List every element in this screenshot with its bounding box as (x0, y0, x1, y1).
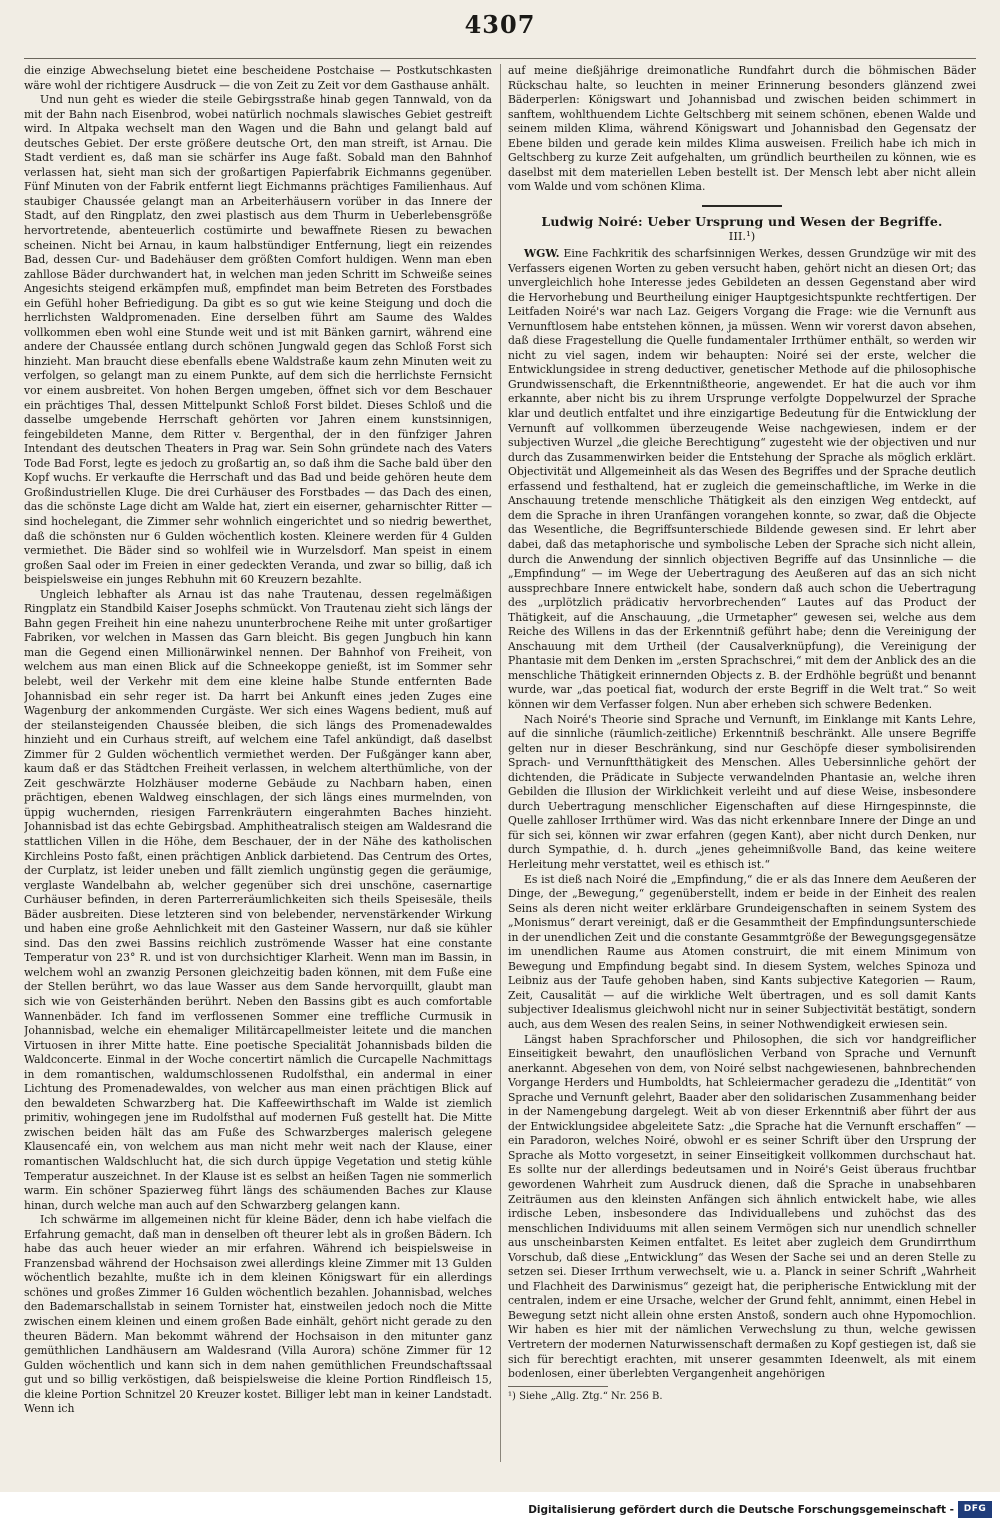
article-first-paragraph-text: Eine Fachkritik des scharfsinnigen Werkes, dessen Grundzüge wir mit des Verfassers eigenen Worten zu geben versucht haben, gehört nicht an diesen Ort; das unvergleichlich hohe Interesse jedes Gebildeten an dessen Gegenstand aber wird die Hervorhebung und Beurtheilung einiger Hauptgesichtspunkte rechtfertigen. Der Leitfaden Noiré's war nach Laz. Geigers Vorgang die Frage: wie die Vernunft aus Vernunftlosem habe entstehen können, ja müssen. Wenn wir vorerst davon absehen, daß diese Fragestellung die Quelle fundamentaler Irrthümer enthält, so werden wir nicht zu viel sagen, indem wir behaupten: Noiré sei der erste, welcher die Entwicklungsidee in streng deductiver, genetischer Methode auf die philosophische Grundwissenschaft, die Erkenntnißtheorie, angewendet. Er hat die auch vor ihm erkannte, aber nicht bis zu ihrem Ursprunge verfolgte Doppelwurzel der Sprache klar und deutlich entfaltet und ihre einzigartige Bedeutung für die Entwicklung der Vernunft auf vollkommen überzeugende Weise nachgewiesen, indem er der subjectiven Wurzel „die gleiche Berechtigung“ zugesteht wie der objectiven und nur durch das Zusammenwirken beider die Entstehung der Sprache als möglich erklärt. Objectivität und Allgemeinheit als das Wesen des Begriffes und der Sprache deutlich erfassend und festhaltend, hat er zugleich die gemeinschaftliche, im Werke in die Anschauung tretende menschliche Thätigkeit als den einzigen Weg entdeckt, auf dem die Sprache in ihren Uranfängen vorangehen konnte, so zwar, daß die Objecte das Wesentliche, die Begriffsunterschiede Bildende gewesen sind. Er lehrt aber dabei, daß das metaphorische und symbolische Leben der Sprache sich nicht allein, durch die Anwendung der sinnlich objectiven Begriffe auf das Unsinnliche — die „Empfindung“ — im Wege der Uebertragung des Aeußeren auf das an sich nicht aussprechbare Innere entwickelt habe, sondern daß auch schon die Uebertragung des „urplötzlich prädicativ hervorbrechenden“ Lautes auf das Product der Thätigkeit, auf die Anschauung, „die Urmetapher“ gewesen sei, welche aus dem Reiche des Willens in das der Erkenntniß geführt habe; denn die Vereinigung der Anschauung mit dem Urtheil (der Causalverknüpfung), die Vereinigung der Phantasie mit dem Denken im „ersten Sprachschrei,“ mit dem der Anblick des an die menschliche Thätigkeit erinnernden Objects z. B. der Erdhöhle begrüßt und benannt wurde, war „das poetical fiat, wodurch der erste Begriff in die Welt trat.“ So weit können wir dem Verfasser folgen. Nun aber erheben sich schwere Bedenken. (508, 247, 976, 711)
digitization-footer (0, 1492, 1000, 1528)
footnote-rule (508, 1386, 608, 1387)
column-separator (500, 64, 501, 1462)
left-column (24, 64, 492, 1490)
left-paragraph-1: die einzige Abwechselung bietet eine bescheidene Postchaise — Postkutschkasten wäre wohl der richtigere Ausdruck — die von Zeit zu Zeit vor dem Gasthause anhält. (24, 64, 492, 92)
left-paragraph-4: Ich schwärme im allgemeinen nicht für kleine Bäder, denn ich habe vielfach die Erfahrung gemacht, daß man in denselben oft theurer lebt als in großen Bädern. Ich habe das auch heuer wieder an mir erfahren. Während ich beispielsweise in Franzensbad während der Hochsaison zwei allerdings kleine Zimmer mit 13 Gulden wöchentlich bezahlte, mußte ich in dem kleinen Königswart für ein allerdings schönes und großes Zimmer 16 Gulden wöchentlich bezahlen. Johannisbad, welches den Bademarschallstab in seinem Tornister hat, einstweilen jedoch noch die Mitte zwischen einem kleinen und einem großen Bade einhält, gehört nicht gerade zu den theuren Bädern. Man bekommt während der Hochsaison in den mitunter ganz gemüthlichen Landhäusern am Waldesrand (Villa Aurora) schöne Zimmer für 12 Gulden wöchentlich und kann sich in dem nahen gemüthlichen Freundschaftssaal gut und so billig verköstigen, daß beispielsweise die kleine Portion Rindfleisch 15, die kleine Portion Schnitzel 20 Kreuzer kostet. Billiger lebt man in keiner Landstadt. Wenn ich (24, 1213, 492, 1416)
article-paragraph-3: Es ist dieß nach Noiré die „Empfindung,“ die er als das Innere dem Aeußeren der Dinge, der „Bewegung,“ gegenüberstellt, indem er beide in der Einheit des realen Seins als deren nicht weiter erklärbare Grundeigenschaften in seinem System des „Monismus“ derart vereinigt, daß er die Gesammtheit der Empfindungsunterschiede in der unendlichen Zeit und die constante Gesammtgröße der Bewegungsgegensätze im unendlichen Raume aus Atomen construirt, die mit einem Minimum von Bewegung und Empfindung begabt sind. In diesem System, welches Spinoza und Leibniz aus der Taufe gehoben haben, sind Kants subjective Kategorien — Raum, Zeit, Causalität — auf die wirkliche Welt übertragen, und es soll damit Kants subjectiver Idealismus gleichwohl nicht nur in seiner Subjectivität bestätigt, sondern auch, aus dem Wesen des realen Seins, in seiner Nothwendigkeit erwiesen sein. (508, 872, 976, 1031)
article-first-paragraph (508, 247, 976, 713)
funding-credit: Digitalisierung gefördert durch die Deutsche Forschungsgemeinschaft - (528, 1504, 954, 1516)
right-intro-paragraph: auf meine dießjährige dreimonatliche Rundfahrt durch die böhmischen Bäder Rückschau halte, so leuchten in meiner Erinnerung besonders glänzend zwei Bäderperlen: Königswart und Johannisbad und zwischen beiden schimmert in sanftem, wohlthuendem Lichte Geltschberg mit seinem schönen, ebenen Walde und seinem milden Klima, während Königswart und Johannisbad den Gegensatz der Ebene bilden und gerade kein mildes Klima ausweisen. Freilich habe ich mich in Geltschberg zu kurze Zeit aufgehalten, um gründlich beurtheilen zu können, wie es daselbst mit dem materiellen Leben bestellt ist. Der Mensch lebt aber nicht allein vom Walde und vom schönen Klima. (508, 64, 976, 194)
left-paragraph-3: Ungleich lebhafter als Arnau ist das nahe Trautenau, dessen regelmäßigen Ringplatz ein Standbild Kaiser Josephs schmückt. Von Trautenau zieht sich längs der Bahn gegen Freiheit hin eine nahezu ununterbrochene Reihe mit unter großartiger Fabriken, vor welchen in Massen das Garn bleicht. Bis gegen Jungbuch hin kann man die Gegend einen Millionärwinkel nennen. Der Bahnhof von Freiheit, von welchem aus man einen Blick auf die Schneekoppe genießt, ist im Sommer sehr belebt, weil der Verkehr mit dem eine kleine halbe Stunde entfernten Bade Johannisbad ein sehr reger ist. Da harrt bei Ankunft eines jeden Zuges eine Wagenburg der ankommenden Curgäste. Wer sich eines Wagens bedient, muß auf der steilansteigenden Chaussée bleiben, die sich längs des Promenadewaldes hinzieht und ein Curhaus streift, auf welchem eine Tafel ankündigt, daß daselbst Zimmer für 2 Gulden wöchentlich vermiethet werden. Der Fußgänger kann aber, kaum daß er das Städtchen Freiheit verlassen, in welchem alterthümliche, von der Zeit geschwärzte Holzhäuser moderne Gebäude zu Nachbarn haben, einen prächtigen, ebenen Waldweg einschlagen, der sich längs eines murmelnden, von üppig wuchernden, riesigen Farrenkräutern eingerahmten Baches hinzieht. Johannisbad ist das echte Gebirgsbad. Amphitheatralisch steigen am Waldesrand die stattlichen Villen in die Höhe, dem Beschauer, der in der Nähe des katholischen Kirchleins Posto faßt, einen prächtigen Anblick darbietend. Das Centrum des Ortes, der Curplatz, ist leider uneben und fällt ziemlich ungünstig gegen die geräumige, verglaste Wandelbahn ab, welcher gegenüber sich drei unschöne, casernartige Curhäuser befinden, in deren Parterreräumlichkeiten sich theils Speisesäle, theils Bäder ausbreiten. Diese letzteren sind von belebender, nervenstärkender Wirkung und haben eine große Aehnlichkeit mit den Gasteiner Wassern, nur daß sie kühler sind. Das den zwei Bassins reichlich zuströmende Wasser hat eine constante Temperatur von 23° R. und ist von durchsichtiger Klarheit. Wenn man im Bassin, in welchem wohl an zwanzig Personen gleichzeitig baden können, mit dem Fuße eine der Stellen berührt, wo das laue Wasser aus dem Sande hervorquillt, glaubt man sich wie von Geisterhänden berührt. Neben den Bassins gibt es auch comfortable Wannenbäder. Ich fand im verflossenen Sommer eine treffliche Curmusik in Johannisbad, welche ein ehemaliger Militärcapellmeister leitete und die manchen Virtuosen in ihrer Mitte hatte. Eine poetische Specialität Johannisbads bilden die Waldconcerte. Einmal in der Woche concertirt nämlich die Curcapelle Nachmittags in dem romantischen, waldumschlossenen Rudolfsthal, ein andermal in einer Lichtung des Promenadewaldes, von welcher aus man einen prächtigen Blick auf den bewaldeten Schwarzberg hat. Die Kaffeewirthschaft im Walde ist ziemlich primitiv, wohingegen jene im Rudolfsthal auf modernen Fuß gestellt hat. Die Mitte zwischen beiden hält das am Fuße des Schwarzberges malerisch gelegene Klausencafé ein, von welchem aus man nicht mehr weit nach der Klause, einer romantischen Waldschlucht hat, die sich durch üppige Vegetation und stetig kühle Temperatur auszeichnet. In der Klause ist es selbst an heißen Tagen nie sommerlich warm. Ein schöner Spazierweg führt längs des schäumenden Baches zur Klause hinan, durch welche man auch auf den Schwarzberg gelangen kann. (24, 587, 492, 1212)
footnote: ¹) Siehe „Allg. Ztg.“ Nr. 256 B. (508, 1390, 663, 1402)
article-divider (702, 205, 782, 207)
article-part-number: III.¹) (728, 229, 756, 244)
dfg-logo: DFG (958, 1501, 992, 1518)
article-title: Ludwig Noiré: Ueber Ursprung und Wesen der Begriffe. (541, 213, 943, 229)
article-paragraph-2: Nach Noiré's Theorie sind Sprache und Vernunft, im Einklange mit Kants Lehre, auf die sinnliche (räumlich-zeitliche) Erkenntniß beschränkt. Alle unsere Begriffe gelten nur in dieser Beschränkung, sind nur Geschöpfe dieser symbolisirenden Sprach- und Vernunftthätigkeit des Menschen. Alles Uebersinnliche gehört der dichtenden, die Prädicate in Subjecte verwandelnden Phantasie an, welche ihren Gebilden die Illusion der Wirklichkeit verleiht und auf diese Weise, insbesondere durch Uebertragung menschlicher Eigenschaften auf diese Hirngespinnste, die Quelle zahlloser Irrthümer wird. Was das nicht erkennbare Innere der Dinge an und für sich sei, können wir zwar erfahren (gegen Kant), aber nicht durch Denken, nur durch Sympathie, d. h. durch „jenes geheimnißvolle Band, das keine weitere Herleitung mehr verstattet, weil es ethisch ist.“ (508, 712, 976, 871)
article-paragraph-4: Längst haben Sprachforscher und Philosophen, die sich vor handgreiflicher Einseitigkeit bewahrt, den unauflöslichen Verband von Sprache und Vernunft anerkannt. Abgesehen von dem, von Noiré selbst nachgewiesenen, bahnbrechenden Vorgange Herders und Humboldts, hat Schleiermacher geradezu die „Identität“ von Sprache und Vernunft gelehrt, Baader aber den solidarischen Zusammenhang beider in der Namengebung dargelegt. Weit ab von dieser Erkenntniß aber führt der aus der Entwicklungsidee abgeleitete Satz: „die Sprache hat die Vernunft erschaffen“ — ein Paradoron, welches Noiré, obwohl er es seiner Schrift über den Ursprung der Sprache als Motto vorgesetzt, in seiner Einseitigkeit vollkommen durchschaut hat. Es sollte nur der allerdings bedeutsamen und in Noiré's Geist überaus fruchtbar gewordenen Wahrheit zum Ausdruck dienen, daß die Sprache in unabsehbaren Zeiträumen aus den kleinsten Anfängen sich ähnlich entwickelt habe, wie alles irdische Leben, insbesondere das Individuallebens und zuhöchst das des menschlichen Individuums mit allen seinem Vermögen sich nur unendlich schneller aus unscheinbarsten Keimen entfaltet. Es leitet aber zugleich dem Grundirrthum Vorschub, daß diese „Entwicklung“ das Wesen der Sache sei und an deren Stelle zu setzen sei. Dieser Irrthum verwechselt, wie u. a. Planck in seiner Schrift „Wahrheit und Flachheit des Darwinismus“ gezeigt hat, die peripherische Entwicklung mit der centralen, indem er eine Ursache, welcher der Grund fehlt, annimmt, einen Hebel in Bewegung setzt nicht allein ohne ersten Anstoß, sondern auch ohne Hypomochlion. Wir haben es hier mit der nämlichen Verwechslung zu thun, welche gewissen Vertretern der modernen Naturwissenschaft dermaßen zu Kopf gestiegen ist, daß sie sich für berechtigt erachten, mit unserer gesammten Ideenwelt, als mit einem bodenlosen, einer überlebten Vergangenheit angehörigen (508, 1032, 976, 1381)
author-initials: WGW. (524, 247, 560, 261)
page-number: 4307 (464, 10, 536, 39)
right-column (508, 64, 976, 1484)
left-paragraph-2: Und nun geht es wieder die steile Gebirgsstraße hinab gegen Tannwald, von da mit der Bahn nach Eisenbrod, wobei natürlich nochmals slawisches Gebiet gestreift wird. In Altpaka wechselt man den Wagen und die Bahn und gelangt bald auf deutsches Gebiet. Der erste größere deutsche Ort, den man streift, ist Arnau. Die Stadt verdient es, daß man sie schärfer ins Auge faßt. Sobald man den Bahnhof verlassen hat, sieht man sich der großartigen Papierfabrik Eichmanns gegenüber. Fünf Minuten von der Fabrik entfernt liegt Eichmanns prächtiges Familienhaus. Auf staubiger Chaussée gelangt man an Arbeiterhäusern vorüber in das Innere der Stadt, auf den Ringplatz, den zwei plastisch aus dem Thurm in Ueberlebensgröße hervortretende, abenteuerlich costümirte und bewaffnete Riesen zu bewachen scheinen. Nicht bei Arnau, in kaum halbstündiger Entfernung, liegt ein reizendes Bad, dessen Cur- und Badehäuser dem größten Comfort huldigen. Wenn man eben zahllose Bäder durchwandert hat, in welchen man jeden Schritt im Schweiße seines Angesichts steigend erkämpfen muß, empfindet man beim Betreten des Forstbades ein Gefühl hoher Befriedigung. Da gibt es so gut wie keine Steigung und doch die herrlichsten Waldpromenaden. Eine derselben führt am Saume des Waldes vollkommen eben wohl eine Stunde weit und ist mit Bänken garnirt, während eine andere der Chaussée entlang durch schönen Jungwald gegen das Schloß Forst sich hinzieht. Man braucht diese ebenfalls ebene Waldstraße kaum zehn Minuten weit zu verfolgen, so gelangt man zu einem Punkte, auf dem sich die herrlichste Fernsicht vor einem ausbreitet. Von hohen Bergen umgeben, öffnet sich vor dem Beschauer ein prächtiges Thal, dessen Mittelpunkt Schloß Forst bildet. Dieses Schloß und die dasselbe umgebende Herrschaft gehörten vor Jahren einem kunstsinnigen, feingebildeten Manne, dem Ritter v. Bergenthal, der in den fünfziger Jahren Intendant des deutschen Theaters in Prag war. Sein Sohn gründete nach des Vaters Tode Bad Forst, legte es jedoch zu großartig an, so daß ihm die Sache bald über den Kopf wuchs. Er verkaufte die Herrschaft und das Bad und beide gehören heute dem Großindustriellen Kluge. Die drei Curhäuser des Forstbades — das Dach des einen, das die schönste Lage dicht am Walde hat, ziert ein eiserner, geharnischter Ritter — sind hochelegant, die Zimmer sehr wohnlich eingerichtet und so niedrig bewerthet, daß die schönsten nur 6 Gulden wöchentlich kosten. Kleinere werden für 4 Gulden vermiethet. Die Bäder sind so wohlfeil wie in Wurzelsdorf. Man speist in einem großen Saal oder im Freien in einer gedeckten Veranda, und zwar so billig, daß ich beispielsweise ein junges Rebhuhn mit 60 Kreuzern bezahlte. (24, 93, 492, 587)
header-rule (24, 58, 976, 59)
